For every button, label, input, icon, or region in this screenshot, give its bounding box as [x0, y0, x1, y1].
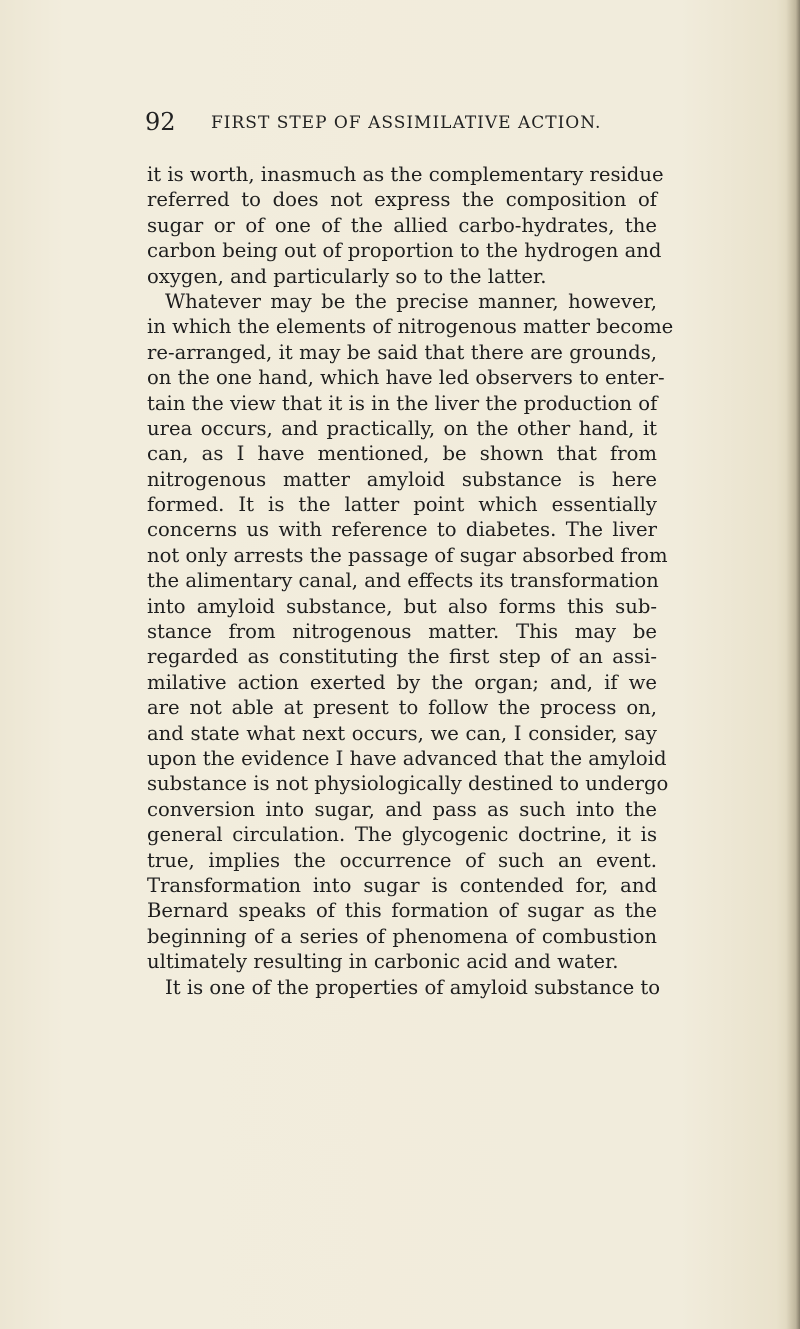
- text-line: Transformation into sugar is contended for, and: [147, 873, 657, 897]
- text-line: substance is not physiologically destined to undergo: [147, 772, 669, 796]
- body-text: [147, 162, 674, 1000]
- text-line: the alimentary canal, and effects its transformation: [147, 569, 659, 593]
- text-line: in which the elements of nitrogenous matter become: [147, 315, 674, 339]
- text-line: ultimately resulting in carbonic acid and water.: [147, 950, 619, 974]
- text-line: stance from nitrogenous matter. This may be: [147, 620, 657, 644]
- text-line: true, implies the occurrence of such an event.: [147, 848, 657, 872]
- text-line: Whatever may be the precise manner, however,: [165, 289, 657, 313]
- text-line: can, as I have mentioned, be shown that from: [147, 442, 657, 466]
- text-line: urea occurs, and practically, on the other hand, it: [147, 416, 657, 440]
- text-line: Bernard speaks of this formation of sugar as the: [147, 899, 657, 923]
- running-head: FIRST STEP OF ASSIMILATIVE ACTION.: [211, 113, 602, 133]
- text-line: general circulation. The glycogenic doctrine, it is: [147, 823, 657, 847]
- text-line: are not able at present to follow the process on,: [147, 696, 657, 720]
- text-line: on the one hand, which have led observers to enter-: [147, 366, 665, 390]
- text-line: oxygen, and particularly so to the latter.: [147, 264, 547, 288]
- text-line: conversion into sugar, and pass as such into the: [147, 797, 657, 821]
- text-line: and state what next occurs, we can, I consider, say: [147, 721, 657, 745]
- text-line: formed. It is the latter point which essentially: [147, 493, 657, 517]
- text-line: It is one of the properties of amyloid substance to: [165, 975, 661, 999]
- text-line: re-arranged, it may be said that there are grounds,: [147, 340, 657, 364]
- text-line: referred to does not express the composition of: [147, 188, 657, 212]
- page-number: 92: [145, 108, 176, 136]
- text-line: regarded as constituting the first step of an assi-: [147, 645, 657, 669]
- text-line: concerns us with reference to diabetes. The liver: [147, 518, 657, 542]
- text-line: not only arrests the passage of sugar absorbed from: [147, 543, 668, 567]
- text-line: carbon being out of proportion to the hydrogen and: [147, 239, 662, 263]
- text-line: tain the view that it is in the liver the production of: [147, 391, 658, 415]
- text-line: nitrogenous matter amyloid substance is here: [147, 467, 657, 491]
- text-line: into amyloid substance, but also forms this sub-: [147, 594, 657, 618]
- page-header: [145, 107, 665, 137]
- text-line: beginning of a series of phenomena of combustion: [147, 924, 657, 948]
- page-edge-shadow: [786, 0, 800, 1329]
- text-line: sugar or of one of the allied carbo-hydrates, the: [147, 213, 657, 237]
- text-line: upon the evidence I have advanced that the amyloid: [147, 746, 667, 770]
- text-line: it is worth, inasmuch as the complementary residue: [147, 163, 664, 186]
- text-line: milative action exerted by the organ; and, if we: [147, 670, 657, 694]
